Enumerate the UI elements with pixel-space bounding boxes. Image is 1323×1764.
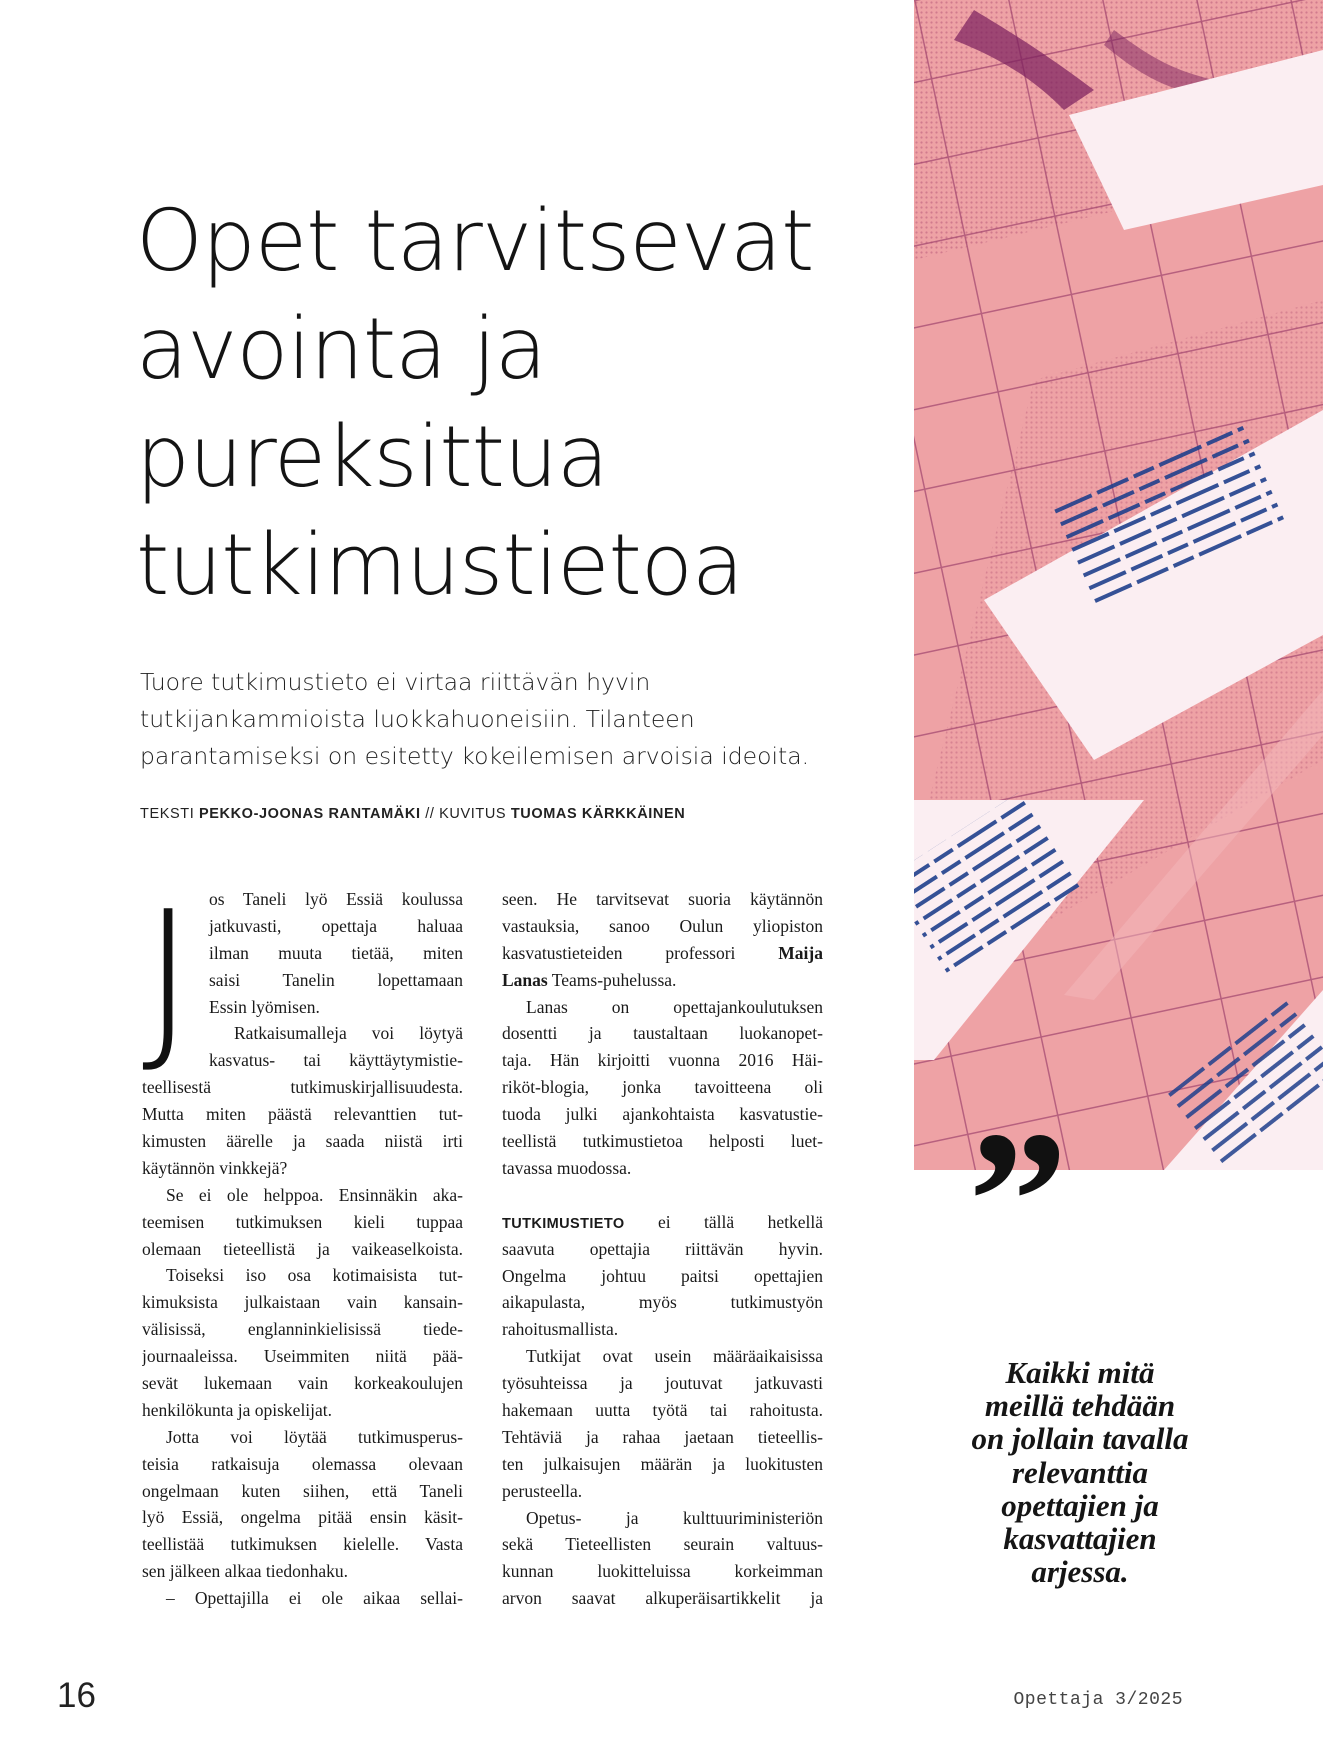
- body-line: perusteella.: [502, 1480, 583, 1501]
- body-line: teellistää tutkimuksen kielelle. Vasta: [142, 1534, 463, 1555]
- byline-separator: //: [425, 806, 435, 822]
- body-line: sen jälkeen alkaa tiedonhaku.: [142, 1561, 349, 1582]
- drop-cap: J: [142, 873, 195, 1080]
- body-line: Tutkijat ovat usein määräaikaisissa: [526, 1346, 823, 1367]
- body-line: Ratkaisumalleja voi löytyä: [234, 1023, 463, 1044]
- body-line: saisi Tanelin lopettamaan: [209, 969, 463, 990]
- title-line: tutkimustietoa: [136, 516, 743, 615]
- body-line: hakemaan uutta työtä tai rahoitusta.: [502, 1400, 823, 1421]
- body-line: taja. Hän kirjoitti vuonna 2016 Häi-: [502, 1050, 823, 1071]
- section-keyword: TUTKIMUSTIETO: [502, 1215, 625, 1232]
- pull-quote-line: Kaikki mitä: [1005, 1355, 1155, 1390]
- body-text: Teams-puhelussa.: [551, 969, 677, 990]
- professor-first-name: Maija: [778, 942, 823, 963]
- body-line: ongelmaan kuten siihen, että Taneli: [142, 1480, 463, 1501]
- byline-illustrator: TUOMAS KÄRKKÄINEN: [510, 806, 686, 822]
- article-lead: [140, 664, 820, 775]
- body-line: henkilökunta ja opiskelijat.: [142, 1399, 333, 1420]
- body-line: Opetus- ja kulttuuriministeriön: [526, 1507, 823, 1528]
- pull-quote-line: kasvattajien: [1003, 1521, 1157, 1557]
- pull-quote-line: arjessa.: [1031, 1554, 1129, 1590]
- body-line: [502, 967, 823, 994]
- body-line: [502, 1209, 823, 1236]
- body-line: kasvatus- tai käyttäytymistie-: [209, 1050, 463, 1071]
- article-title: [136, 188, 906, 620]
- body-line: lyö Essiä, ongelma pitää ensin käsit-: [142, 1507, 463, 1528]
- body-column-1: [142, 873, 463, 1612]
- title-line: avointa ja: [136, 300, 547, 399]
- body-line: sevät lukemaan vain korkeakoulujen: [142, 1373, 463, 1394]
- body-text: ei tällä hetkellä: [657, 1211, 823, 1232]
- body-line: – Opettajilla ei ole aikaa sellai-: [166, 1588, 463, 1609]
- body-line: teemisen tutkimuksen kieli tuppaa: [142, 1211, 463, 1232]
- body-line: Mutta miten päästä relevanttien tut-: [142, 1104, 463, 1125]
- byline-illustration-label: KUVITUS: [439, 806, 507, 822]
- body-line: os Taneli lyö Essiä koulussa: [209, 889, 463, 909]
- byline-author: PEKKO-JOONAS RANTAMÄKI: [199, 806, 421, 822]
- byline-text-label: TEKSTI: [140, 806, 195, 822]
- lead-line: tutkijankammioista luokkahuoneisiin. Tilanteen: [140, 705, 695, 733]
- body-line: tuoda julki ajankohtaista kasvatustie-: [502, 1104, 823, 1125]
- body-line: teellistä tutkimustietoa helposti luet-: [502, 1131, 823, 1152]
- body-line: teisia ratkaisuja olemassa olevaan: [142, 1453, 463, 1474]
- illustration-papers-graphic: [914, 0, 1323, 1170]
- body-line: seen. He tarvitsevat suoria käytännön: [502, 889, 823, 909]
- body-text: kasvatustieteiden professori: [502, 942, 736, 963]
- body-column-2: [502, 886, 823, 1612]
- body-line: Ongelma johtuu paitsi opettajien: [502, 1265, 823, 1286]
- professor-last-name: Lanas: [502, 969, 548, 990]
- body-line: arvon saavat alkuperäisartikkelit ja: [502, 1588, 823, 1609]
- title-line: Opet tarvitsevat: [136, 192, 814, 291]
- body-line: kimuksista julkaistaan vain kansain-: [142, 1292, 463, 1313]
- magazine-issue: Opettaja 3/2025: [1013, 1690, 1183, 1710]
- body-line: Tehtäviä ja rahaa jaetaan tieteellis-: [502, 1426, 823, 1447]
- body-line: ilman muuta tietää, miten: [209, 942, 463, 963]
- body-line: Lanas on opettajankoulutuksen: [526, 996, 823, 1017]
- body-line: kunnan luokitteluissa korkeimman: [502, 1561, 823, 1582]
- pull-quote-line: opettajien ja: [1001, 1487, 1159, 1523]
- body-line: Toiseksi iso osa kotimaisista tut-: [166, 1265, 463, 1286]
- pull-quote-line: relevanttia: [1011, 1454, 1149, 1490]
- lead-line: parantamiseksi on esitetty kokeilemisen arvoisia ideoita.: [140, 742, 810, 770]
- body-line: rahoitusmallista.: [502, 1319, 619, 1340]
- body-line: jatkuvasti, opettaja haluaa: [209, 915, 463, 936]
- body-line: teellisestä tutkimuskirjallisuudesta.: [142, 1077, 463, 1098]
- paragraph-gap: [502, 1182, 823, 1209]
- pull-quote-line: on jollain tavalla: [971, 1421, 1189, 1457]
- body-line: olemaan tieteellistä ja vaikeaselkoista.: [142, 1238, 463, 1259]
- body-line: Essin lyömisen.: [209, 996, 320, 1017]
- body-line: Se ei ole helppoa. Ensinnäkin aka-: [166, 1184, 463, 1205]
- body-line: käytännön vinkkejä?: [142, 1157, 288, 1178]
- body-line: tavassa muodossa.: [502, 1157, 632, 1178]
- page-number: 16: [57, 1676, 96, 1715]
- body-line: sekä Tieteellisten seurain valtuus-: [502, 1534, 823, 1555]
- body-line: [502, 940, 823, 967]
- quote-mark-icon: ”: [968, 1091, 1068, 1312]
- title-line: pureksittua: [136, 408, 608, 507]
- body-line: saavuta opettajia riittävän hyvin.: [502, 1238, 823, 1259]
- pull-quote-line: meillä tehdään: [984, 1388, 1176, 1424]
- body-line: ten julkaisujen määrän ja luokitusten: [502, 1453, 823, 1474]
- lead-line: Tuore tutkimustieto ei virtaa riittävän hyvin: [140, 668, 651, 696]
- body-line: kimusten äärelle ja saada niistä irti: [142, 1131, 463, 1152]
- pull-quote: [880, 1356, 1280, 1588]
- byline: [140, 806, 685, 822]
- body-line: välisissä, englanninkielisissä tiede-: [142, 1319, 463, 1340]
- body-line: dosentti ja taustaltaan luokanopet-: [502, 1023, 823, 1044]
- body-line: aikapulasta, myös tutkimustyön: [502, 1292, 823, 1313]
- body-line: työsuhteissa ja joutuvat jatkuvasti: [502, 1373, 823, 1394]
- body-line: journaaleissa. Useimmiten niitä pää-: [142, 1346, 463, 1367]
- body-line: Jotta voi löytää tutkimusperus-: [166, 1426, 463, 1447]
- illustration: [914, 0, 1323, 1170]
- body-line: vastauksia, sanoo Oulun yliopiston: [502, 915, 823, 936]
- body-line: riköt-blogia, jonka tavoitteena oli: [502, 1077, 823, 1098]
